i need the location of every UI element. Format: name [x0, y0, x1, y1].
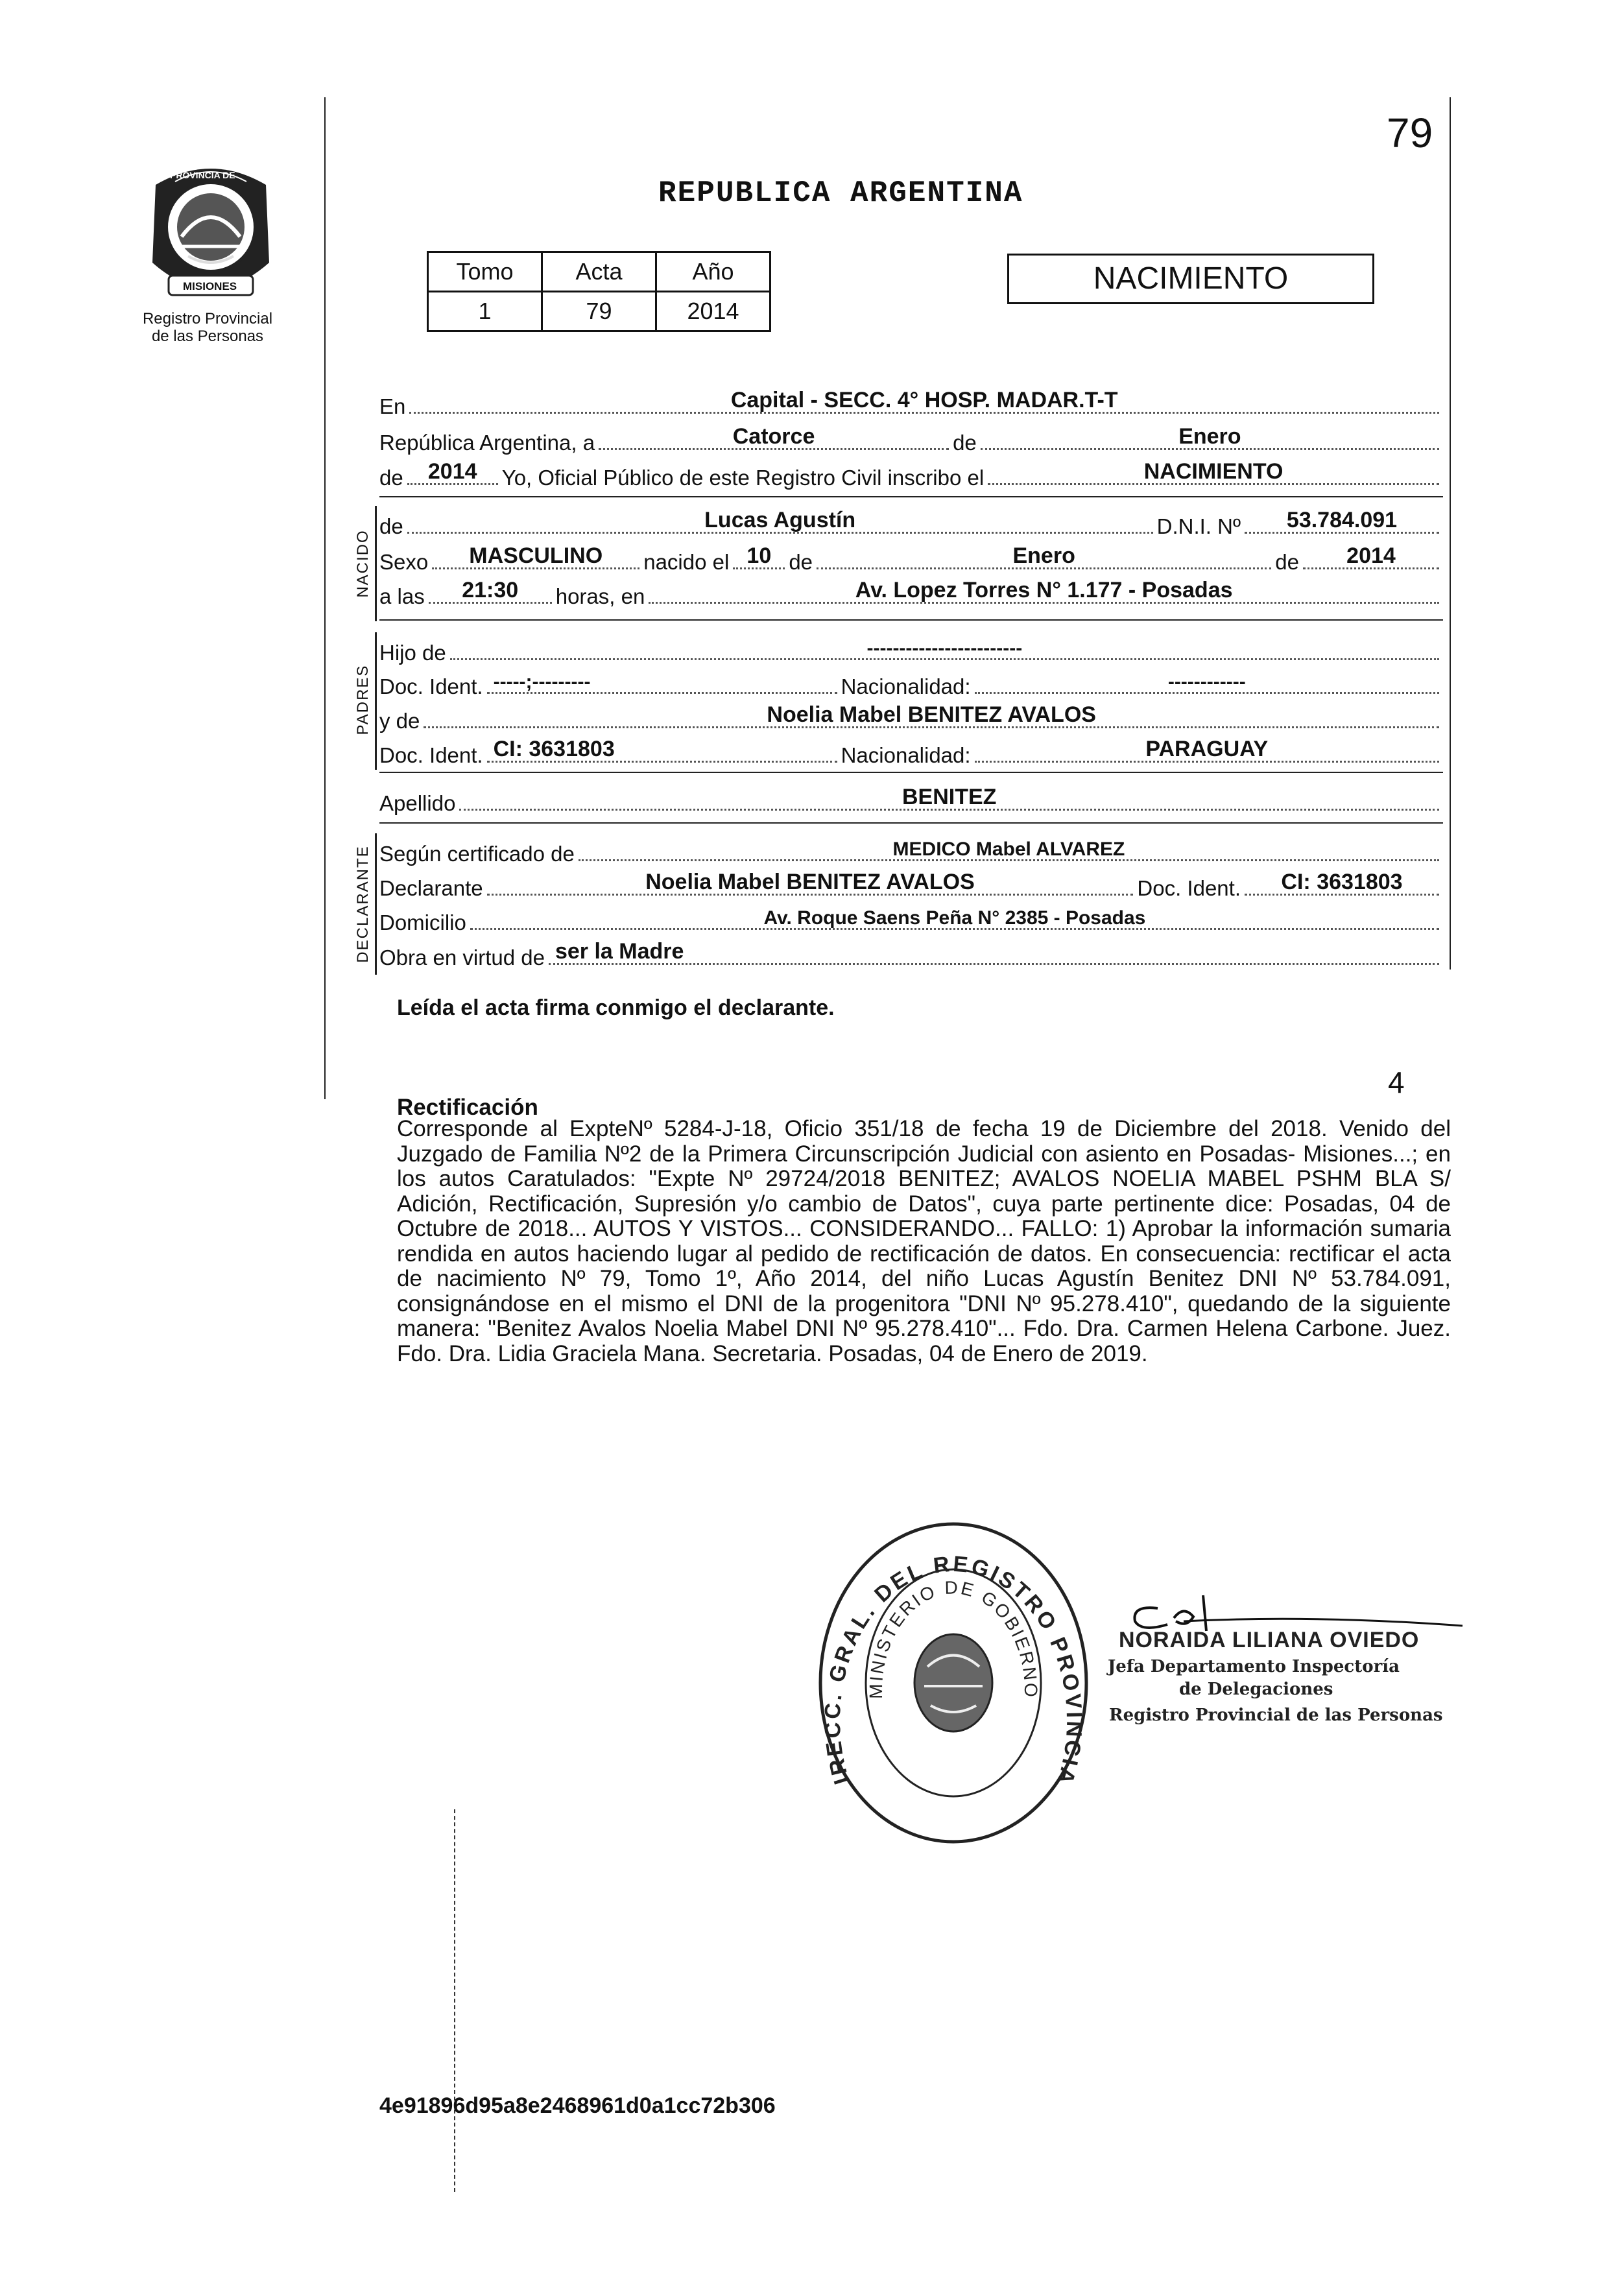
- seal-text-top: PROVINCIA DE: [170, 170, 235, 180]
- row-doc1: Doc. Ident. -----;--------- Nacionalidad: ------------: [379, 669, 1443, 699]
- rectification-title: Rectificación: [397, 1095, 538, 1120]
- row-apellido: Apellido BENITEZ: [379, 786, 1443, 816]
- side-label-padres: PADRES: [354, 664, 372, 735]
- side-label-nacido: NACIDO: [354, 529, 372, 598]
- side-label-declarante: DECLARANTE: [354, 845, 372, 963]
- father-doc-value: -----;---------: [493, 671, 591, 693]
- section-divider-2: [379, 619, 1443, 621]
- section-divider-4: [379, 822, 1443, 824]
- father-value: ------------------------: [866, 637, 1023, 659]
- value-tomo: 1: [428, 292, 542, 331]
- certificate-value: MEDICO Mabel ALVAREZ: [892, 839, 1125, 860]
- logo-caption-line2: de las Personas: [151, 327, 264, 345]
- record-type-box: NACIMIENTO: [1007, 254, 1374, 304]
- birth-month-value: Enero: [1012, 543, 1075, 568]
- section-divider-1: [379, 496, 1443, 497]
- year-value: 2014: [427, 459, 477, 484]
- seal-text-bottom: MISIONES: [183, 280, 237, 292]
- row-madre: y de Noelia Mabel BENITEZ AVALOS: [379, 704, 1443, 733]
- rectification-body: Corresponde al ExpteNº 5284-J-18, Oficio 351/18 de fecha 19 de Diciembre del 2018. Venido del Juzgado de Familia Nº2 de la Primera Circunscripción Judicial con asiento en Posadas- Misiones...; en los autos Caratulados: "Expte Nº 29724/2018 BENITEZ; AVALOS NOELIA MABEL PSHM BLA S/ Adición, Rectificación, Supresión y/o cambio de Datos", cuya parte pertinente dice: Posadas, 04 de Octubre de 2018... AUTOS Y VISTOS... CONSIDERANDO... FALLO: 1) Aprobar la información sumaria rendida en autos haciendo lugar al pedido de rectificación de datos. En consecuencia: rectificar el acta de nacimiento Nº 79, Tomo 1º, Año 2014, del niño Lucas Agustín Benitez DNI Nº 53.784.091, consignándose en el mismo el DNI de la progenitora "DNI Nº 95.278.410", quedando de la siguiente manera: "Benitez Avalos Noelia Mabel DNI Nº 95.278.410"... Fdo. Dra. Carmen Helena Carbone. Juez. Fdo. Dra. Lidia Graciela Mana. Secretaria. Posadas, 04 de Enero de 2019.: [397, 1116, 1451, 1366]
- logo-caption-line1: Registro Provincial: [142, 310, 273, 327]
- header-anio: Año: [656, 252, 770, 292]
- relationship-value: ser la Madre: [555, 939, 684, 964]
- rectification-number: 4: [1388, 1065, 1405, 1099]
- row-domicilio: Domicilio Av. Roque Saens Peña N° 2385 - Posadas: [379, 905, 1443, 935]
- signatory-title-line3: Registro Provincial de las Personas: [1109, 1706, 1443, 1725]
- sex-value: MASCULINO: [469, 543, 603, 568]
- value-anio: 2014: [656, 292, 770, 331]
- section-divider-3: [379, 772, 1443, 773]
- hour-value: 21:30: [462, 578, 519, 602]
- child-name-value: Lucas Agustín: [704, 508, 856, 532]
- surname-value: BENITEZ: [902, 785, 997, 809]
- row-sexo: Sexo MASCULINO nacido el 10 de Enero de 2014: [379, 545, 1443, 575]
- row-en: En Capital - SECC. 4° HOSP. MADAR.T-T: [379, 389, 1443, 419]
- value-acta: 79: [542, 292, 656, 331]
- row-declarante: Declarante Noelia Mabel BENITEZ AVALOS Doc. Ident. CI: 3631803: [379, 871, 1443, 901]
- dni-value: 53.784.091: [1286, 508, 1398, 532]
- stamp-outer-text: IRECC. GRAL. DEL REGISTRO PROVINCIA: [820, 1551, 1087, 1790]
- document-title: REPUBLICA ARGENTINA: [658, 176, 1023, 210]
- signature-statement: Leída el acta firma conmigo el declarante.: [397, 995, 835, 1020]
- row-hijo: Hijo de ------------------------: [379, 636, 1443, 665]
- declarante-bracket: [375, 833, 377, 975]
- stamp-inner-text: MINISTERIO DE GOBIERNO: [865, 1577, 1042, 1699]
- father-nationality-value: ------------: [1167, 671, 1246, 693]
- birth-year-value: 2014: [1346, 543, 1396, 568]
- lower-margin-line: [454, 1809, 455, 2192]
- signatory-title-line2: de Delegaciones: [1179, 1680, 1333, 1699]
- mother-doc-value: CI: 3631803: [493, 737, 615, 761]
- mother-nationality-value: PARAGUAY: [1145, 737, 1269, 761]
- birth-place-value: Av. Lopez Torres N° 1.177 - Posadas: [855, 578, 1233, 602]
- padres-bracket: [375, 632, 377, 770]
- declarant-name-value: Noelia Mabel BENITEZ AVALOS: [645, 870, 975, 894]
- address-value: Av. Roque Saens Peña N° 2385 - Posadas: [763, 907, 1146, 929]
- row-doc2: Doc. Ident. CI: 3631803 Nacionalidad: PARAGUAY: [379, 738, 1443, 768]
- document-hash: 4e91896d95a8e2468961d0a1cc72b306: [379, 2093, 776, 2118]
- inscription-value: NACIMIENTO: [1143, 459, 1284, 484]
- declarant-doc-value: CI: 3631803: [1281, 870, 1403, 894]
- row-hora: a las 21:30 horas, en Av. Lopez Torres N° 1.177 - Posadas: [379, 579, 1443, 609]
- signatory-title-line1: Jefa Departamento Inspectoría: [1108, 1657, 1400, 1676]
- place-value: Capital - SECC. 4° HOSP. MADAR.T-T: [730, 388, 1118, 412]
- birth-day-value: 10: [746, 543, 772, 568]
- row-republica: República Argentina, a Catorce de Enero: [379, 425, 1443, 455]
- left-margin-line: [324, 97, 326, 1099]
- row-nombre: de Lucas Agustín D.N.I. Nº 53.784.091: [379, 509, 1443, 539]
- registry-table: [427, 251, 771, 332]
- signatory-name: NORAIDA LILIANA OVIEDO: [1119, 1628, 1420, 1652]
- page-number: 79: [1387, 110, 1433, 156]
- right-margin-line: [1450, 97, 1451, 970]
- official-stamp: [814, 1517, 1093, 1848]
- header-acta: Acta: [542, 252, 656, 292]
- row-certificado: Según certificado de MEDICO Mabel ALVAREZ: [379, 837, 1443, 866]
- mother-name-value: Noelia Mabel BENITEZ AVALOS: [767, 702, 1096, 727]
- day-value: Catorce: [732, 424, 815, 449]
- nacido-bracket: [375, 506, 377, 621]
- logo-caption: [126, 310, 289, 345]
- row-oficial: de 2014 Yo, Oficial Público de este Registro Civil inscribo el NACIMIENTO: [379, 460, 1443, 490]
- header-tomo: Tomo: [428, 252, 542, 292]
- row-obra: Obra en virtud de ser la Madre: [379, 940, 1443, 970]
- month-value: Enero: [1178, 424, 1241, 449]
